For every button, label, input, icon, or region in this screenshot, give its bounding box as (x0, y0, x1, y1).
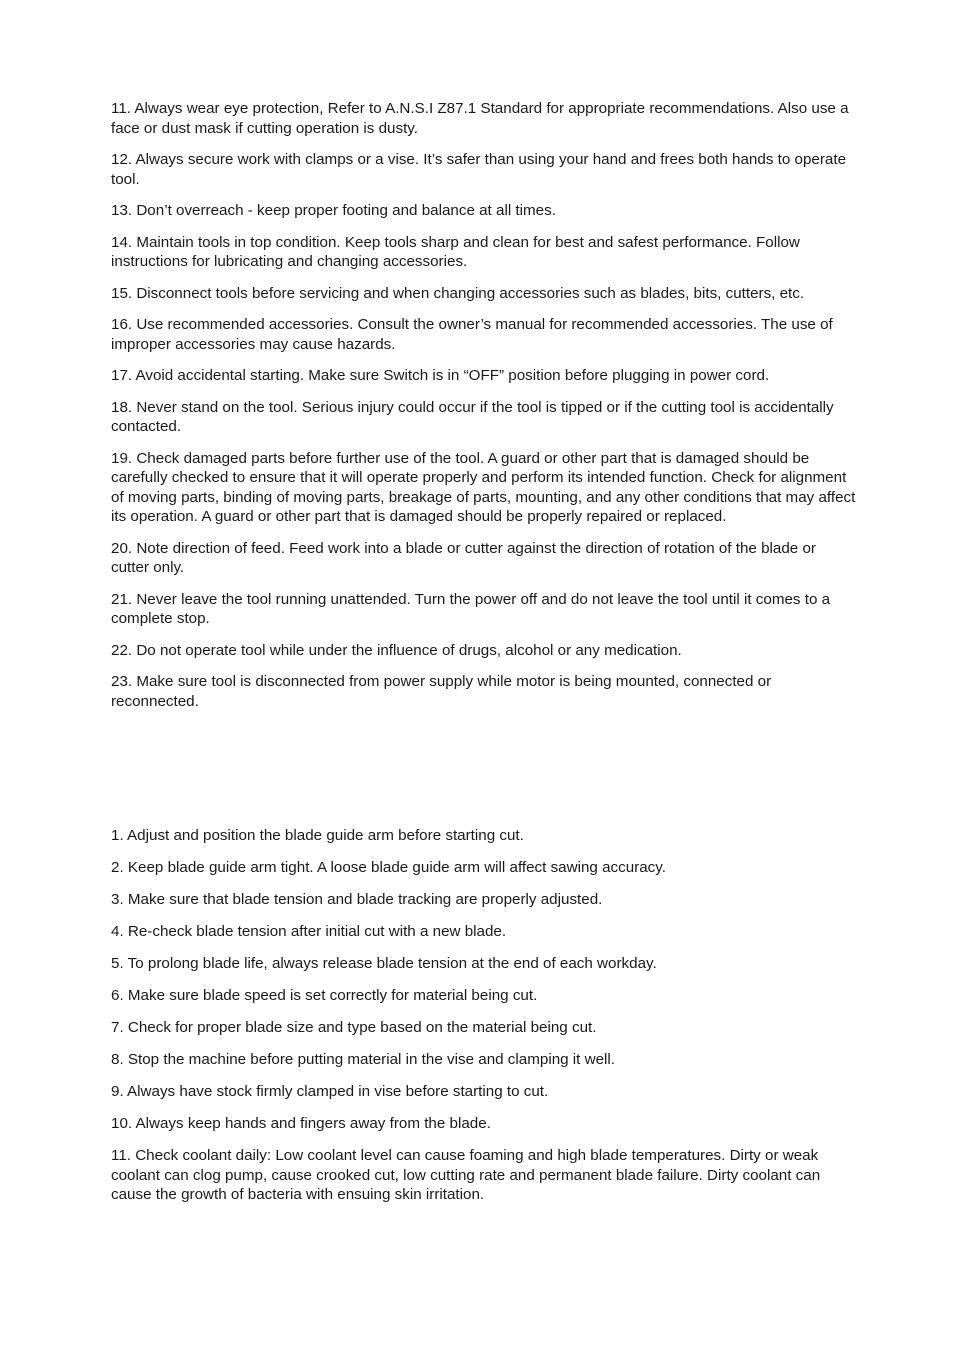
list-item: 11. Always wear eye protection, Refer to A.N.S.I Z87.1 Standard for appropriate recommendations. Also use a face or dust mask if cutting operation is dusty. (111, 100, 849, 137)
list-item: 7. Check for proper blade size and type based on the material being cut. (111, 1019, 597, 1036)
list-item: 10. Always keep hands and fingers away from the blade. (111, 1115, 491, 1132)
list-item: 19. Check damaged parts before further use of the tool. A guard or other part that is damaged should be carefully checked to ensure that it will operate properly and perform its intended function. Check for alignment of moving parts, binding of moving parts, breakage of parts, mounting, and any other conditions that may affect its operation. A guard or other part that is damaged should be properly repaired or replaced. (111, 449, 856, 525)
list-item: 8. Stop the machine before putting material in the vise and clamping it well. (111, 1051, 615, 1068)
list-item: 5. To prolong blade life, always release blade tension at the end of each workday. (111, 955, 657, 972)
list-item: 21. Never leave the tool running unattended. Turn the power off and do not leave the tool until it comes to a complete stop. (111, 590, 831, 627)
list-item: 3. Make sure that blade tension and blade tracking are properly adjusted. (111, 891, 603, 908)
list-item: 1. Adjust and position the blade guide arm before starting cut. (111, 827, 524, 844)
list-item: 4. Re-check blade tension after initial cut with a new blade. (111, 923, 507, 940)
section-spacer (111, 723, 856, 826)
list-item: 20. Note direction of feed. Feed work into a blade or cutter against the direction of rotation of the blade or cutter only. (111, 539, 816, 576)
list-item: 22. Do not operate tool while under the influence of drugs, alcohol or any medication. (111, 641, 682, 659)
list-item: 12. Always secure work with clamps or a vise. It’s safer than using your hand and frees both hands to operate tool. (111, 151, 847, 188)
list-item: 11. Check coolant daily: Low coolant level can cause foaming and high blade temperatures. Dirty or weak coolant can clog pump, cause crooked cut, low cutting rate and permanent blade failure. Dirty coolant can cause the growth of bacteria with ensuing skin irritation. (111, 1147, 821, 1203)
list-item: 23. Make sure tool is disconnected from power supply while motor is being mounted, connected or reconnected. (111, 673, 772, 710)
list-item: 15. Disconnect tools before servicing and when changing accessories such as blades, bits, cutters, etc. (111, 284, 805, 302)
list-item: 14. Maintain tools in top condition. Keep tools sharp and clean for best and safest performance. Follow instructions for lubricating and changing accessories. (111, 233, 800, 270)
list-item: 17. Avoid accidental starting. Make sure Switch is in “OFF” position before plugging in power cord. (111, 367, 770, 384)
list-item: 6. Make sure blade speed is set correctly for material being cut. (111, 987, 538, 1004)
general-safety-list (111, 99, 856, 711)
list-item: 18. Never stand on the tool. Serious injury could occur if the tool is tipped or if the cutting tool is accidentally contacted. (111, 398, 834, 435)
list-item: 9. Always have stock firmly clamped in vise before starting to cut. (111, 1083, 549, 1100)
list-item: 2. Keep blade guide arm tight. A loose blade guide arm will affect sawing accuracy. (111, 859, 666, 876)
list-item: 13. Don’t overreach - keep proper footing and balance at all times. (111, 202, 556, 219)
bandsaw-safety-list (111, 826, 856, 1205)
list-item: 16. Use recommended accessories. Consult the owner’s manual for recommended accessories. The use of improper accessories may cause hazards. (111, 316, 833, 353)
document-page (111, 99, 856, 1217)
